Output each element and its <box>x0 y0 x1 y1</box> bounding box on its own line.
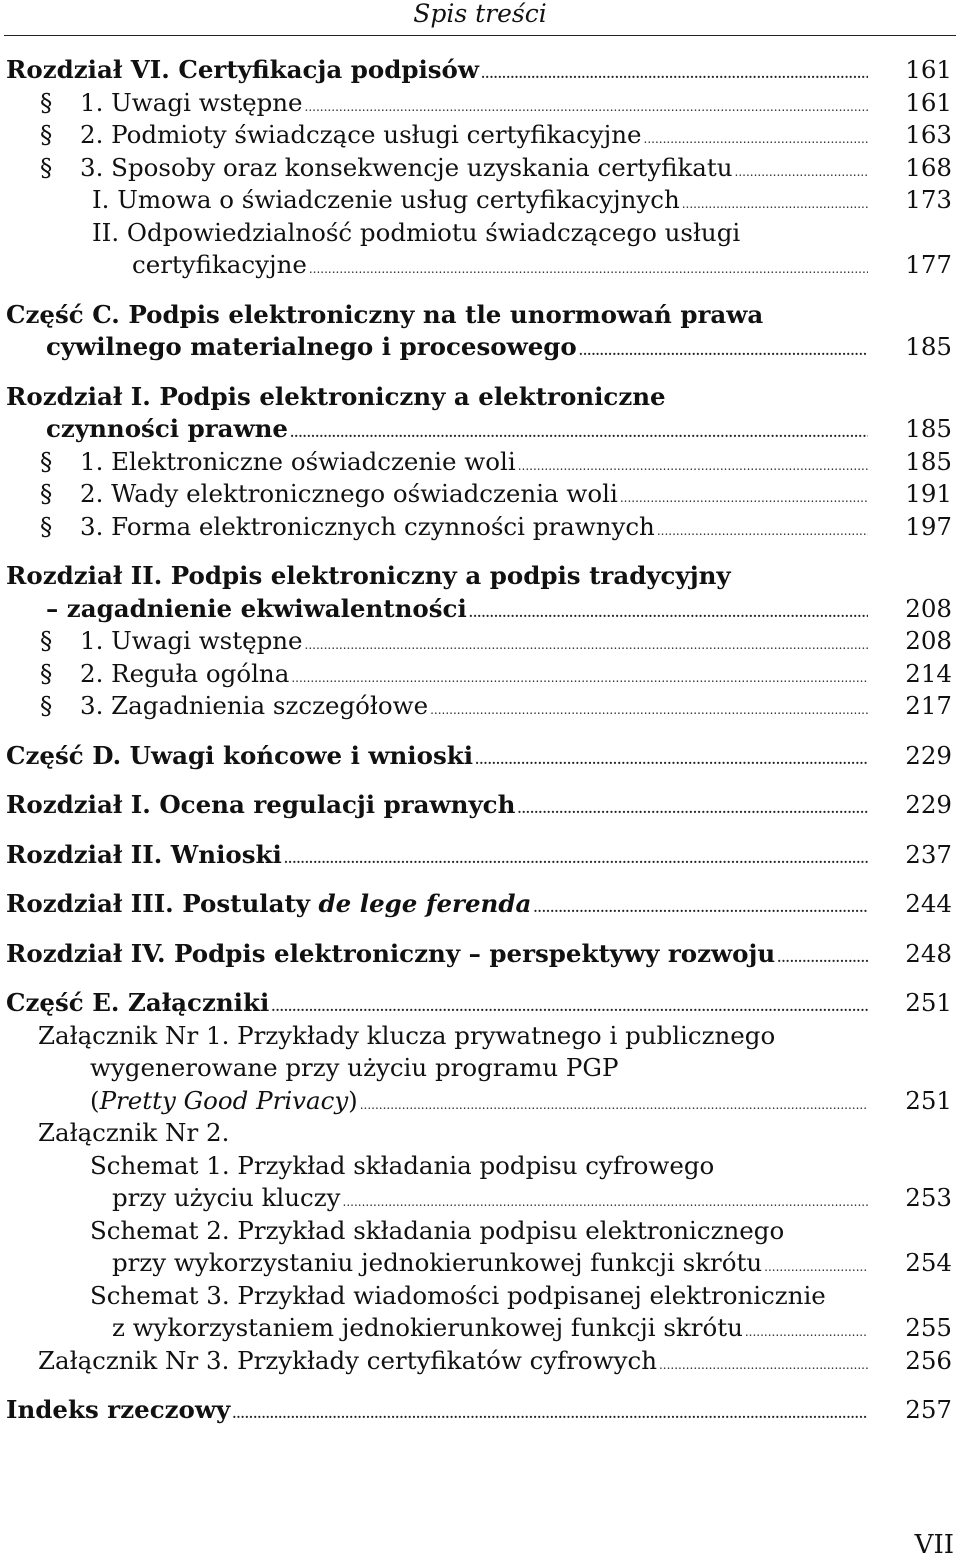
toc-entry-label: Rozdział VI. Certyfikacja podpisów <box>6 55 479 84</box>
toc-entry-label: Indeks rzeczowy <box>6 1395 231 1424</box>
toc-entry-part[interactable] <box>0 987 960 1020</box>
toc-entry-label: – zagadnienie ekwiwalentności <box>46 593 467 623</box>
toc-entry-chapter[interactable] <box>0 789 960 822</box>
running-title: Spis treści <box>413 0 547 28</box>
toc-entry-latin-phrase: de lege ferenda <box>318 889 532 918</box>
toc-entry-section[interactable] <box>0 87 960 120</box>
toc-entry-label: Rozdział I. Ocena regulacji prawnych <box>6 790 516 819</box>
toc-entry-label: certyfikacyjne <box>132 250 307 279</box>
toc-entry-scheme <box>0 1280 960 1313</box>
leader-dots <box>775 942 868 975</box>
toc-entry-continuation <box>0 1052 960 1085</box>
toc-entry-subsection[interactable] <box>0 184 960 217</box>
toc-page-number: 163 <box>905 120 952 149</box>
toc-entry-section[interactable] <box>0 658 960 691</box>
toc-entry-label: 1. Uwagi wstępne <box>80 87 303 117</box>
toc-entry-label: wygenerowane przy użyciu programu PGP <box>90 1053 619 1082</box>
toc-entry-part <box>0 299 960 332</box>
toc-entry-section[interactable] <box>0 625 960 658</box>
toc-entry-label: Rozdział III. Postulaty <box>6 889 319 918</box>
toc-page-number: 248 <box>905 938 952 968</box>
leader-dots <box>282 843 868 876</box>
toc-entry-label: 2. Wady elektronicznego oświadczenia woli <box>80 479 618 508</box>
section-sign-icon: § <box>40 511 53 541</box>
section-sign-icon: § <box>40 479 53 508</box>
leader-dots <box>307 253 868 286</box>
toc-page-number: 214 <box>905 658 952 688</box>
section-sign-icon: § <box>40 120 53 149</box>
toc-entry-section[interactable] <box>0 511 960 544</box>
leader-dots <box>577 335 868 368</box>
section-sign-icon: § <box>40 626 53 655</box>
toc-entry-label: Część E. Załączniki <box>6 988 270 1017</box>
toc-entry-section[interactable] <box>0 446 960 479</box>
toc-entry-label: Schemat 2. Przykład składania podpisu elektronicznego <box>90 1215 785 1245</box>
toc-page-number: 257 <box>905 1395 952 1424</box>
toc-entry-continuation[interactable] <box>0 331 960 364</box>
toc-entry-continuation[interactable] <box>0 1247 960 1280</box>
toc-page-number: 185 <box>905 414 952 443</box>
toc-page-number: 229 <box>905 790 952 819</box>
leader-dots <box>531 892 868 925</box>
toc-entry-label: 2. Podmioty świadczące usługi certyfikacyjne <box>80 120 642 149</box>
section-sign-icon: § <box>40 691 53 720</box>
toc-entry-continuation[interactable] <box>0 413 960 446</box>
leader-dots <box>428 694 868 727</box>
toc-entry-chapter[interactable] <box>0 938 960 971</box>
toc-entry-chapter[interactable] <box>0 888 960 921</box>
toc-page-number: 208 <box>905 593 952 623</box>
section-sign-icon: § <box>40 446 53 476</box>
toc-entry-label-end: ) <box>348 1085 358 1115</box>
leader-dots <box>515 793 868 826</box>
toc-page-number: 191 <box>905 479 952 508</box>
toc-entry-label: Część C. Podpis elektroniczny na tle unormowań prawa <box>6 299 764 329</box>
toc-page-number: 237 <box>905 839 952 869</box>
toc-page-number: 197 <box>905 511 952 541</box>
toc-entry-annex <box>0 1117 960 1150</box>
toc-entry-label: Załącznik Nr 2. <box>38 1118 230 1147</box>
toc-entry-label: Rozdział I. Podpis elektroniczny a elektroniczne <box>6 381 666 411</box>
toc-entry-chapter <box>0 381 960 414</box>
toc-entry-chapter[interactable] <box>0 54 960 87</box>
toc-entry-label: Rozdział IV. Podpis elektroniczny – perspektywy rozwoju <box>6 938 776 968</box>
toc-entry-chapter <box>0 560 960 593</box>
toc-entry-label: Część D. Uwagi końcowe i wnioski <box>6 740 474 770</box>
toc-entry-label: czynności prawne <box>46 414 288 443</box>
toc-page-number: 244 <box>905 889 952 918</box>
section-sign-icon: § <box>40 152 53 182</box>
toc-entry-annex <box>0 1020 960 1053</box>
toc-entry-continuation[interactable] <box>0 593 960 626</box>
toc-page-number: 161 <box>905 87 952 117</box>
toc-page-number: 177 <box>905 250 952 279</box>
toc-page-number: 254 <box>905 1248 952 1277</box>
toc-entry-label: 2. Reguła ogólna <box>80 658 290 688</box>
toc-entry-label: Załącznik Nr 1. Przykłady klucza prywatnego i publicznego <box>38 1020 776 1050</box>
toc-page-number: 251 <box>905 988 952 1017</box>
toc-entry-label: ( <box>90 1085 100 1115</box>
toc-page-number: 255 <box>905 1313 952 1342</box>
toc-entry-scheme <box>0 1150 960 1183</box>
toc-entry-section[interactable] <box>0 119 960 152</box>
toc-entry-label: 3. Forma elektronicznych czynności prawnych <box>80 511 655 541</box>
leader-dots <box>655 515 868 548</box>
toc-entry-label: II. Odpowiedzialność podmiotu świadczącego usługi <box>92 217 741 247</box>
toc-entry-section[interactable] <box>0 152 960 185</box>
toc-page-number: 208 <box>905 626 952 655</box>
toc-page-number: 256 <box>905 1345 952 1375</box>
toc-entry-label: 3. Zagadnienia szczegółowe <box>80 691 429 720</box>
leader-dots <box>230 1398 868 1431</box>
toc-entry-index[interactable] <box>0 1394 960 1427</box>
toc-entry-continuation[interactable] <box>0 249 960 282</box>
toc-entry-section[interactable] <box>0 690 960 723</box>
toc-page-number: 161 <box>905 55 952 84</box>
toc-page-number: 168 <box>905 152 952 182</box>
table-of-contents <box>0 54 960 1427</box>
toc-page-number: 185 <box>905 332 952 361</box>
toc-page-number: 217 <box>905 691 952 720</box>
toc-entry-subsection <box>0 217 960 250</box>
toc-entry-label: Schemat 1. Przykład składania podpisu cyfrowego <box>90 1150 715 1180</box>
toc-entry-label: I. Umowa o świadczenie usług certyfikacyjnych <box>92 185 680 214</box>
section-sign-icon: § <box>40 658 53 688</box>
toc-entry-scheme <box>0 1215 960 1248</box>
toc-entry-section[interactable] <box>0 478 960 511</box>
toc-entry-continuation[interactable] <box>0 1312 960 1345</box>
toc-entry-label: 1. Uwagi wstępne <box>80 626 303 655</box>
toc-page-number: 173 <box>905 185 952 214</box>
toc-entry-continuation[interactable] <box>0 1085 960 1118</box>
toc-entry-continuation[interactable] <box>0 1182 960 1215</box>
toc-page-number: 229 <box>905 740 952 770</box>
section-sign-icon: § <box>40 87 53 117</box>
page-header <box>0 0 960 34</box>
leader-dots <box>657 1349 868 1382</box>
toc-entry-label: Załącznik Nr 3. Przykłady certyfikatów cyfrowych <box>38 1345 657 1375</box>
toc-entry-annex[interactable] <box>0 1345 960 1378</box>
leader-dots <box>473 744 868 777</box>
toc-page-number: 251 <box>905 1085 952 1115</box>
toc-entry-label: Schemat 3. Przykład wiadomości podpisanej elektronicznie <box>90 1280 826 1310</box>
toc-entry-label: przy wykorzystaniu jednokierunkowej funkcji skrótu <box>112 1248 763 1277</box>
toc-entry-label: Rozdział II. Wnioski <box>6 839 282 869</box>
toc-entry-label: z wykorzystaniem jednokierunkowej funkcji skrótu <box>112 1313 743 1342</box>
folio-page-number: VII <box>914 1530 954 1560</box>
header-rule <box>4 35 956 36</box>
toc-page-number: 253 <box>905 1183 952 1212</box>
toc-entry-chapter[interactable] <box>0 839 960 872</box>
toc-entry-label: cywilnego materialnego i procesowego <box>46 332 577 361</box>
toc-entry-part[interactable] <box>0 740 960 773</box>
toc-entry-label: 3. Sposoby oraz konsekwencje uzyskania certyfikatu <box>80 152 733 182</box>
toc-entry-label: 1. Elektroniczne oświadczenie woli <box>80 446 516 476</box>
toc-page-number: 185 <box>905 446 952 476</box>
toc-entry-label: przy użyciu kluczy <box>112 1183 341 1212</box>
toc-entry-label: Rozdział II. Podpis elektroniczny a podpis tradycyjny <box>6 561 731 590</box>
toc-entry-italic-title: Pretty Good Privacy <box>99 1085 349 1115</box>
